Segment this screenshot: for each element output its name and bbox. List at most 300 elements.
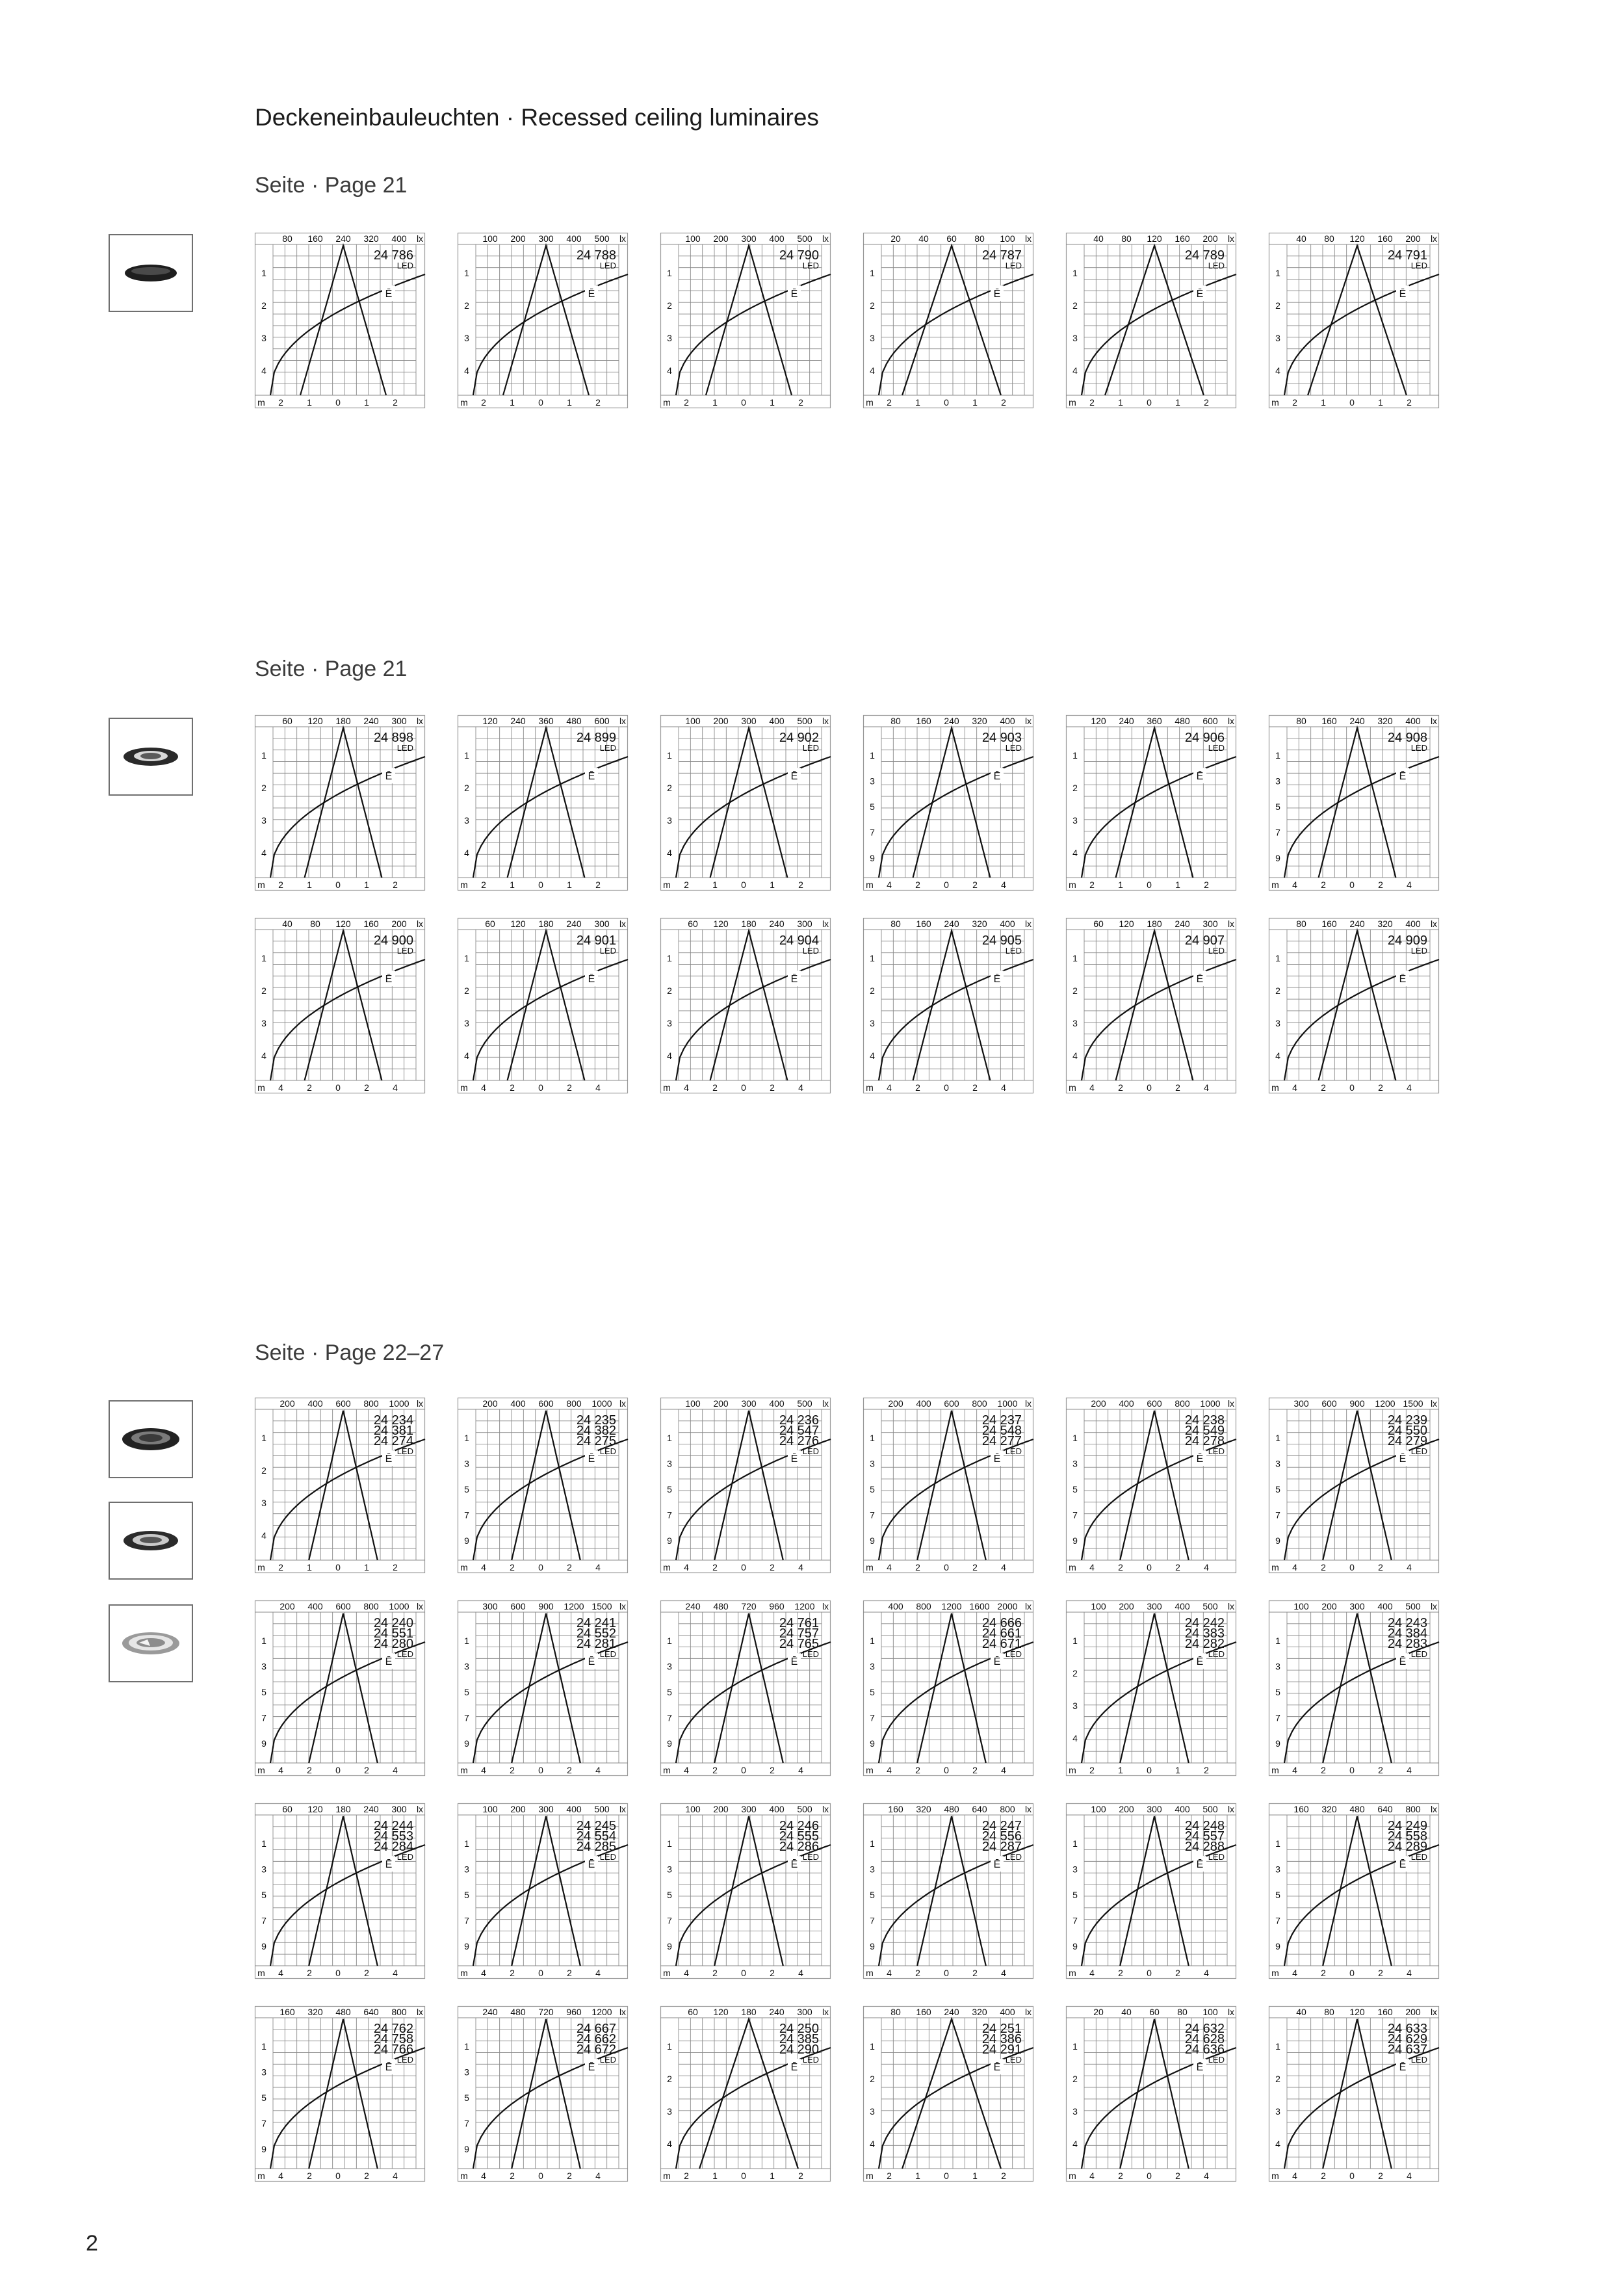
width-tick-label: 2 [1089, 397, 1095, 408]
width-tick-label: 1 [712, 880, 718, 890]
lux-tick-label: 60 [282, 1804, 292, 1814]
width-tick-label: 0 [944, 1765, 949, 1775]
photometric-diagram [863, 1600, 1033, 1776]
width-tick-label: 2 [1321, 2171, 1326, 2181]
lux-tick-label: 1200 [941, 1601, 962, 1611]
lux-tick-label: 100 [1091, 1601, 1106, 1611]
chart-grid-section-2 [255, 715, 1439, 1093]
lux-tick-label: 400 [769, 233, 785, 244]
lux-tick-label: 120 [1349, 2007, 1365, 2017]
distance-tick-label: 9 [1275, 1941, 1280, 1951]
led-label: LED [396, 261, 413, 270]
lux-unit-label: lx [1024, 919, 1032, 929]
photometric-diagram [255, 715, 425, 891]
lux-tick-label: 120 [1091, 716, 1106, 726]
photometric-diagram [1269, 1600, 1439, 1776]
distance-tick-label: 1 [1072, 750, 1078, 761]
distance-tick-label: 4 [464, 1050, 469, 1061]
distance-tick-label: 2 [1072, 2074, 1078, 2084]
article-number: 24 787 [981, 248, 1022, 263]
illuminance-label: Ē [385, 1454, 393, 1465]
distance-tick-label: 7 [1275, 1915, 1280, 1926]
photometric-chart-svg [255, 918, 425, 1093]
distance-tick-label: 1 [870, 1838, 875, 1849]
lux-tick-label: 480 [944, 1804, 959, 1814]
article-number: 24 291 [981, 2042, 1022, 2057]
distance-tick-label: 5 [667, 1484, 672, 1494]
lux-tick-label: 300 [741, 1804, 757, 1814]
article-number: 24 758 [373, 2032, 413, 2046]
illuminance-label: Ē [790, 289, 798, 300]
width-tick-label: 0 [944, 397, 949, 408]
width-tick-label: 2 [510, 1765, 515, 1775]
distance-tick-label: 5 [464, 1687, 469, 1697]
width-tick-label: 2 [364, 1765, 369, 1775]
led-label: LED [1208, 1649, 1225, 1659]
distance-tick-label: 1 [667, 1838, 672, 1849]
distance-unit-label: m [1069, 1968, 1076, 1978]
photometric-diagram [1066, 1398, 1236, 1573]
width-tick-label: 4 [684, 1562, 689, 1572]
article-number: 24 381 [373, 1424, 413, 1438]
article-number: 24 240 [373, 1616, 413, 1630]
article-number: 24 243 [1387, 1616, 1427, 1630]
width-tick-label: 2 [972, 1562, 978, 1572]
width-tick-label: 4 [595, 1562, 601, 1572]
lux-tick-label: 800 [916, 1601, 931, 1611]
lux-tick-label: 160 [1175, 233, 1190, 244]
width-tick-label: 1 [712, 2171, 718, 2181]
width-tick-label: 2 [510, 1562, 515, 1572]
photometric-chart-svg [660, 1600, 831, 1776]
section-label: Seite · Page 21 [255, 657, 408, 681]
lux-unit-label: lx [1430, 716, 1438, 726]
lux-tick-label: 240 [685, 1601, 701, 1611]
lux-tick-label: 240 [510, 716, 526, 726]
illuminance-label: Ē [1399, 1454, 1407, 1465]
distance-tick-label: 2 [261, 1465, 266, 1476]
lux-tick-label: 200 [510, 233, 526, 244]
article-number: 24 279 [1387, 1434, 1427, 1448]
width-tick-label: 4 [1407, 1968, 1412, 1978]
distance-tick-label: 1 [1275, 2041, 1280, 2052]
lux-tick-label: 400 [769, 1398, 785, 1409]
width-tick-label: 4 [595, 2171, 601, 2181]
distance-tick-label: 3 [667, 1458, 672, 1469]
lux-tick-label: 1500 [591, 1601, 612, 1611]
distance-tick-label: 9 [667, 1941, 672, 1951]
width-tick-label: 4 [1292, 1082, 1297, 1093]
photometric-chart-svg [1066, 1398, 1236, 1573]
lux-tick-label: 800 [1175, 1398, 1190, 1409]
lux-tick-label: 320 [1321, 1804, 1337, 1814]
article-number: 24 900 [373, 933, 413, 948]
width-tick-label: 2 [712, 1765, 718, 1775]
photometric-diagram [255, 1398, 425, 1573]
lux-tick-label: 480 [1349, 1804, 1365, 1814]
width-tick-label: 2 [595, 397, 601, 408]
lux-tick-label: 300 [594, 919, 610, 929]
width-tick-label: 0 [335, 1968, 341, 1978]
width-tick-label: 2 [1089, 880, 1095, 890]
chart-row [255, 1600, 1439, 1776]
lux-unit-label: lx [822, 233, 829, 244]
lux-tick-label: 60 [1093, 919, 1104, 929]
photometric-diagram [863, 1398, 1033, 1573]
article-number: 24 284 [373, 1840, 413, 1854]
lux-tick-label: 160 [307, 233, 323, 244]
width-tick-label: 4 [393, 1082, 398, 1093]
lux-tick-label: 80 [1121, 233, 1132, 244]
led-label: LED [599, 946, 616, 956]
distance-tick-label: 7 [464, 1915, 469, 1926]
distance-tick-label: 2 [667, 985, 672, 996]
article-number: 24 289 [1387, 1840, 1427, 1854]
width-tick-label: 2 [1321, 1562, 1326, 1572]
width-tick-label: 4 [1407, 1082, 1412, 1093]
lux-tick-label: 400 [307, 1601, 323, 1611]
width-tick-label: 2 [393, 880, 398, 890]
illuminance-label: Ē [1196, 1454, 1204, 1465]
lux-tick-label: 80 [890, 2007, 901, 2017]
lux-tick-label: 800 [363, 1398, 379, 1409]
width-tick-label: 2 [915, 880, 920, 890]
distance-tick-label: 4 [667, 848, 672, 858]
lux-unit-label: lx [822, 2007, 829, 2017]
width-tick-label: 2 [1378, 2171, 1383, 2181]
photometric-chart-svg [255, 1398, 425, 1573]
width-tick-label: 4 [278, 1968, 283, 1978]
distance-tick-label: 3 [667, 1018, 672, 1028]
lux-tick-label: 160 [1293, 1804, 1309, 1814]
article-number: 24 907 [1184, 933, 1225, 948]
article-number: 24 629 [1387, 2032, 1427, 2046]
distance-tick-label: 1 [464, 1838, 469, 1849]
distance-tick-label: 3 [464, 1018, 469, 1028]
distance-unit-label: m [460, 1562, 468, 1572]
article-number: 24 548 [981, 1424, 1022, 1438]
distance-tick-label: 3 [261, 815, 266, 826]
article-number: 24 553 [373, 1829, 413, 1844]
lux-tick-label: 400 [769, 716, 785, 726]
distance-tick-label: 9 [261, 1941, 266, 1951]
width-tick-label: 4 [278, 1082, 283, 1093]
lux-tick-label: 600 [335, 1398, 351, 1409]
distance-unit-label: m [1271, 1562, 1279, 1572]
distance-tick-label: 4 [1275, 2139, 1280, 2149]
photometric-chart-svg [1066, 233, 1236, 408]
width-tick-label: 2 [770, 1968, 775, 1978]
lux-tick-label: 200 [279, 1601, 295, 1611]
article-number: 24 637 [1387, 2042, 1427, 2057]
distance-unit-label: m [866, 1765, 874, 1775]
distance-tick-label: 3 [667, 333, 672, 343]
lux-tick-label: 400 [769, 1804, 785, 1814]
width-tick-label: 4 [798, 1968, 803, 1978]
illuminance-label: Ē [588, 771, 595, 783]
led-label: LED [396, 2055, 413, 2065]
illuminance-label: Ē [588, 974, 595, 985]
distance-unit-label: m [460, 1082, 468, 1093]
lux-tick-label: 160 [1377, 2007, 1393, 2017]
led-label: LED [802, 1649, 819, 1659]
width-tick-label: 4 [1407, 2171, 1412, 2181]
led-label: LED [599, 1649, 616, 1659]
article-number: 24 909 [1387, 933, 1427, 948]
lux-tick-label: 160 [916, 716, 931, 726]
distance-tick-label: 7 [464, 1509, 469, 1520]
distance-tick-label: 2 [261, 985, 266, 996]
width-tick-label: 4 [393, 1765, 398, 1775]
lux-unit-label: lx [822, 1398, 829, 1409]
lux-tick-label: 80 [310, 919, 320, 929]
led-label: LED [802, 743, 819, 753]
lux-tick-label: 160 [1377, 233, 1393, 244]
distance-tick-label: 9 [870, 853, 875, 863]
width-tick-label: 0 [538, 1765, 543, 1775]
lux-unit-label: lx [1024, 2007, 1032, 2017]
distance-tick-label: 4 [667, 365, 672, 376]
lux-tick-label: 900 [1349, 1398, 1365, 1409]
lux-tick-label: 400 [1377, 1601, 1393, 1611]
width-tick-label: 1 [972, 2171, 978, 2181]
width-tick-label: 1 [307, 1562, 312, 1572]
lux-tick-label: 400 [916, 1398, 931, 1409]
illuminance-label: Ē [1196, 1656, 1204, 1668]
distance-tick-label: 7 [464, 1712, 469, 1723]
width-tick-label: 2 [1001, 2171, 1006, 2181]
lux-tick-label: 1000 [591, 1398, 612, 1409]
lux-tick-label: 300 [1147, 1601, 1162, 1611]
width-tick-label: 1 [1175, 880, 1180, 890]
photometric-diagram [1066, 715, 1236, 891]
lux-tick-label: 500 [797, 1804, 812, 1814]
distance-tick-label: 7 [870, 1712, 875, 1723]
distance-unit-label: m [1271, 397, 1279, 408]
width-tick-label: 4 [1089, 1082, 1095, 1093]
lux-tick-label: 240 [1119, 716, 1134, 726]
lux-unit-label: lx [822, 1601, 829, 1611]
article-number: 24 246 [779, 1819, 819, 1833]
lux-tick-label: 400 [1119, 1398, 1134, 1409]
width-tick-label: 4 [1407, 1765, 1412, 1775]
lux-tick-label: 200 [1321, 1601, 1337, 1611]
width-tick-label: 2 [1001, 397, 1006, 408]
lux-unit-label: lx [1227, 716, 1235, 726]
lux-tick-label: 80 [1296, 716, 1306, 726]
distance-tick-label: 5 [464, 1890, 469, 1900]
distance-tick-label: 9 [464, 1941, 469, 1951]
lux-tick-label: 800 [566, 1398, 582, 1409]
illuminance-label: Ē [385, 1656, 393, 1668]
photometric-diagram [660, 1803, 831, 1979]
lux-tick-label: 120 [713, 919, 729, 929]
distance-tick-label: 4 [1072, 365, 1078, 376]
width-tick-label: 2 [1321, 1082, 1326, 1093]
led-label: LED [599, 2055, 616, 2065]
lux-tick-label: 160 [1321, 716, 1337, 726]
lux-tick-label: 600 [335, 1601, 351, 1611]
lux-tick-label: 400 [1000, 716, 1015, 726]
width-tick-label: 0 [335, 1562, 341, 1572]
width-tick-label: 1 [364, 880, 369, 890]
article-number: 24 905 [981, 933, 1022, 948]
illuminance-label: Ē [588, 1859, 595, 1871]
illuminance-label: Ē [790, 974, 798, 985]
led-label: LED [1208, 1852, 1225, 1862]
width-tick-label: 4 [595, 1765, 601, 1775]
width-tick-label: 4 [684, 1765, 689, 1775]
illuminance-label: Ē [790, 1656, 798, 1668]
width-tick-label: 0 [741, 1765, 746, 1775]
photometric-chart-svg [660, 715, 831, 891]
lux-unit-label: lx [619, 2007, 627, 2017]
width-tick-label: 0 [538, 1968, 543, 1978]
lux-tick-label: 500 [1202, 1804, 1218, 1814]
photometric-chart-svg [255, 715, 425, 891]
width-tick-label: 2 [915, 1562, 920, 1572]
distance-unit-label: m [1069, 397, 1076, 408]
lux-tick-label: 180 [741, 2007, 757, 2017]
width-tick-label: 2 [887, 2171, 892, 2181]
article-number: 24 789 [1184, 248, 1225, 263]
lux-tick-label: 320 [1377, 919, 1393, 929]
width-tick-label: 4 [887, 1082, 892, 1093]
lux-tick-label: 120 [1119, 919, 1134, 929]
width-tick-label: 4 [481, 1562, 486, 1572]
illuminance-label: Ē [385, 2062, 393, 2074]
lux-unit-label: lx [822, 919, 829, 929]
distance-tick-label: 5 [1275, 1484, 1280, 1494]
width-tick-label: 4 [1292, 880, 1297, 890]
distance-tick-label: 1 [870, 2041, 875, 2052]
distance-tick-label: 1 [1275, 1433, 1280, 1443]
width-tick-label: 0 [1147, 1082, 1152, 1093]
article-number: 24 288 [1184, 1840, 1225, 1854]
article-number: 24 251 [981, 2022, 1022, 2036]
distance-unit-label: m [1271, 1765, 1279, 1775]
width-tick-label: 2 [798, 397, 803, 408]
width-tick-label: 0 [1147, 1968, 1152, 1978]
photometric-diagram [863, 918, 1033, 1093]
distance-tick-label: 4 [464, 365, 469, 376]
distance-unit-label: m [257, 880, 265, 890]
distance-tick-label: 1 [1275, 1838, 1280, 1849]
distance-tick-label: 1 [1072, 268, 1078, 278]
photometric-diagram [660, 2006, 831, 2182]
distance-tick-label: 1 [261, 750, 266, 761]
distance-tick-label: 4 [261, 848, 266, 858]
width-tick-label: 2 [307, 1968, 312, 1978]
lux-tick-label: 800 [1405, 1804, 1421, 1814]
width-tick-label: 0 [538, 1562, 543, 1572]
led-label: LED [396, 1649, 413, 1659]
width-tick-label: 1 [1378, 397, 1383, 408]
distance-tick-label: 7 [464, 2118, 469, 2129]
width-tick-label: 1 [770, 2171, 775, 2181]
led-label: LED [599, 743, 616, 753]
lux-unit-label: lx [822, 716, 829, 726]
width-tick-label: 2 [1292, 397, 1297, 408]
lux-tick-label: 300 [1147, 1804, 1162, 1814]
width-tick-label: 4 [1407, 1562, 1412, 1572]
width-tick-label: 2 [915, 1968, 920, 1978]
photometric-chart-svg [863, 2006, 1033, 2182]
lux-tick-label: 400 [1405, 716, 1421, 726]
distance-tick-label: 5 [1275, 802, 1280, 812]
width-tick-label: 2 [567, 1082, 572, 1093]
article-number: 24 281 [576, 1637, 616, 1651]
width-tick-label: 4 [393, 1968, 398, 1978]
photometric-diagram [1066, 233, 1236, 408]
lux-unit-label: lx [416, 716, 424, 726]
photometric-diagram [1269, 2006, 1439, 2182]
distance-unit-label: m [460, 1765, 468, 1775]
distance-tick-label: 3 [667, 815, 672, 826]
width-tick-label: 2 [278, 880, 283, 890]
led-label: LED [1005, 1852, 1022, 1862]
lux-tick-label: 640 [972, 1804, 987, 1814]
photometric-chart-svg [1269, 1803, 1439, 1979]
distance-tick-label: 3 [870, 1864, 875, 1875]
width-tick-label: 2 [510, 1082, 515, 1093]
width-tick-label: 4 [595, 1968, 601, 1978]
lux-tick-label: 80 [1177, 2007, 1188, 2017]
distance-unit-label: m [866, 1968, 874, 1978]
width-tick-label: 2 [393, 397, 398, 408]
photometric-diagram [255, 233, 425, 408]
lux-tick-label: 1600 [969, 1601, 990, 1611]
distance-tick-label: 3 [1275, 776, 1280, 787]
article-number: 24 555 [779, 1829, 819, 1844]
lux-tick-label: 480 [335, 2007, 351, 2017]
downlight-black-reflector-icon [109, 1400, 193, 1478]
width-tick-label: 2 [1321, 1765, 1326, 1775]
lux-tick-label: 600 [510, 1601, 526, 1611]
distance-tick-label: 2 [870, 985, 875, 996]
photometric-diagram [863, 715, 1033, 891]
page-number: 2 [86, 2231, 98, 2256]
photometric-chart-svg [660, 1803, 831, 1979]
lux-unit-label: lx [1227, 1804, 1235, 1814]
led-label: LED [396, 1446, 413, 1456]
article-number: 24 906 [1184, 731, 1225, 745]
width-tick-label: 2 [1407, 397, 1412, 408]
chart-row [255, 233, 1439, 408]
distance-tick-label: 9 [870, 1535, 875, 1546]
distance-tick-label: 2 [667, 2074, 672, 2084]
distance-tick-label: 9 [464, 2144, 469, 2154]
width-tick-label: 1 [307, 880, 312, 890]
illuminance-label: Ē [1399, 1656, 1407, 1668]
distance-tick-label: 3 [1072, 1018, 1078, 1028]
article-number: 24 278 [1184, 1434, 1225, 1448]
width-tick-label: 4 [798, 1082, 803, 1093]
distance-unit-label: m [460, 2171, 468, 2181]
lux-tick-label: 100 [1202, 2007, 1218, 2017]
lux-tick-label: 300 [391, 1804, 407, 1814]
lux-tick-label: 360 [538, 716, 554, 726]
illuminance-label: Ē [1196, 289, 1204, 300]
lux-tick-label: 240 [482, 2007, 498, 2017]
width-tick-label: 2 [307, 1765, 312, 1775]
width-tick-label: 2 [1175, 2171, 1180, 2181]
distance-unit-label: m [1271, 1968, 1279, 1978]
chart-row [255, 2006, 1439, 2182]
lux-tick-label: 100 [685, 233, 701, 244]
section-label: Seite · Page 22–27 [255, 1340, 445, 1365]
photometric-chart-svg [863, 233, 1033, 408]
